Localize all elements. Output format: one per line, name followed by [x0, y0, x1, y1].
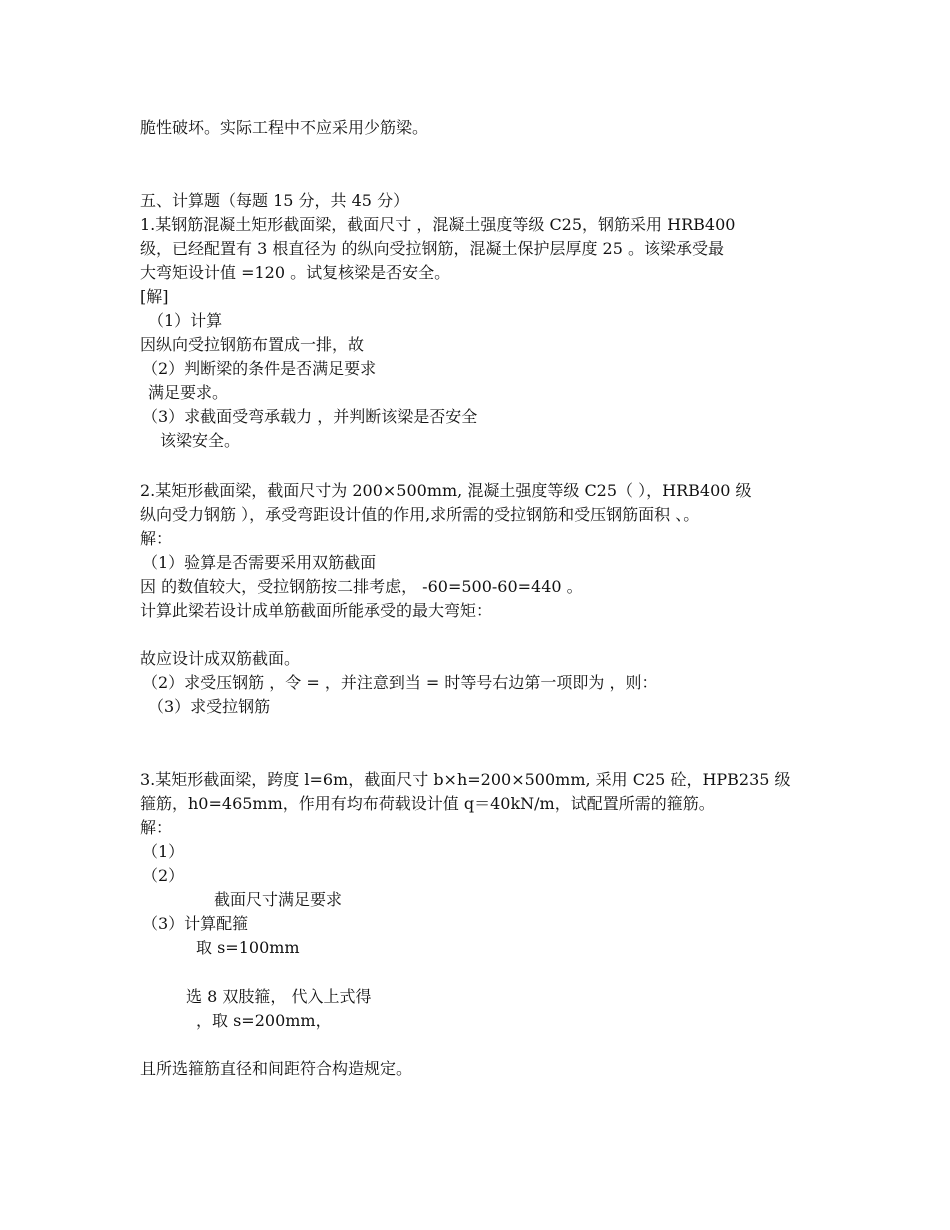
text-line: 计算此梁若设计成单筋截面所能承受的最大弯矩： [140, 601, 493, 620]
text-line: （1） [142, 842, 185, 861]
text-line: 纵向受力钢筋 ），承受弯距设计值的作用,求所需的受拉钢筋和受压钢筋面积 、。 [140, 505, 700, 524]
text-line: 级，已经配置有 3 根直径为 的纵向受拉钢筋，混凝土保护层厚度 25 。该梁承受最 [140, 239, 724, 258]
text-line: 因纵向受拉钢筋布置成一排，故 [140, 335, 365, 354]
text-line: 解： [140, 529, 173, 548]
text-line: 截面尺寸满足要求 [214, 890, 343, 909]
text-line: （1）计算 [148, 311, 223, 330]
text-line: 因 的数值较大，受拉钢筋按二排考虑， -60=500-60=440 。 [140, 577, 583, 596]
text-line: 且所选箍筋直径和间距符合构造规定。 [140, 1059, 413, 1078]
text-line: ，取 s=200mm， [196, 1011, 332, 1030]
text-line: 选 8 双肢箍， 代入上式得 [186, 987, 372, 1006]
text-line: 故应设计成双筋截面。 [140, 649, 301, 668]
text-line: 解： [140, 818, 173, 837]
text-line: 2.某矩形截面梁，截面尺寸为 200×500mm, 混凝土强度等级 C25（ ），HRB400 级 [140, 481, 752, 500]
text-line: 取 s=100mm [196, 938, 300, 957]
text-line: （3）计算配箍 [142, 914, 249, 933]
text-line: 1.某钢筋混凝土矩形截面梁，截面尺寸 ，混凝土强度等级 C25，钢筋采用 HRB400 [140, 215, 736, 234]
text-line: （2） [142, 866, 185, 885]
text-line: 大弯矩设计值 =120 。试复核梁是否安全。 [140, 263, 451, 282]
text-line: [解] [140, 287, 169, 306]
text-line: 该梁安全。 [160, 431, 241, 450]
text-line: （2）求受压钢筋 ，令 = ，并注意到当 = 时等号右边第一项即为 ，则： [142, 673, 658, 692]
text-line: （1）验算是否需要采用双筋截面 [142, 553, 377, 572]
text-line: 3.某矩形截面梁，跨度 l=6m，截面尺寸 b×h=200×500mm, 采用 C25 砼，HPB235 级 [140, 770, 791, 789]
section-heading: 五、计算题（每题 15 分，共 45 分） [140, 191, 410, 210]
text-line: （3）求截面受弯承载力 ，并判断该梁是否安全 [142, 407, 478, 426]
text-line: （2）判断梁的条件是否满足要求 [142, 359, 377, 378]
text-line: （3）求受拉钢筋 [148, 697, 271, 716]
text-line: 脆性破坏。实际工程中不应采用少筋梁。 [140, 118, 429, 137]
text-line: 满足要求。 [148, 383, 229, 402]
text-line: 箍筋，h0=465mm，作用有均布荷载设计值 q＝40kN/m，试配置所需的箍筋。 [140, 794, 715, 813]
